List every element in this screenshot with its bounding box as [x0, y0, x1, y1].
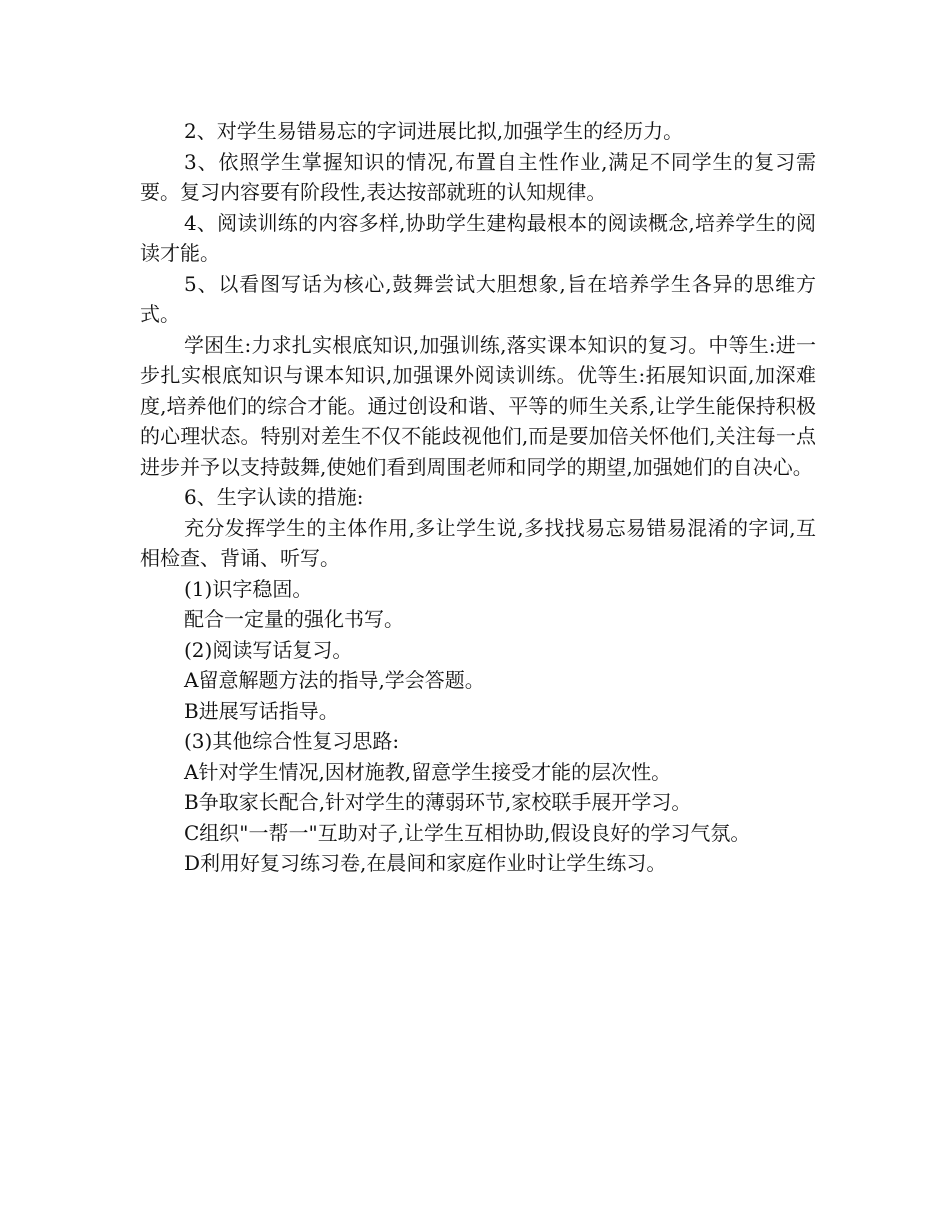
paragraph: (3)其他综合性复习思路:: [184, 729, 400, 753]
paragraph: 6、生字认读的措施:: [184, 485, 364, 509]
paragraph: 4、阅读训练的内容多样,协助学生建构最根本的阅读概念,培养学生的阅读才能。: [140, 210, 816, 265]
paragraph: 充分发挥学生的主体作用,多让学生说,多找找易忘易错易混淆的字词,互相检查、背诵、听写。: [140, 515, 816, 570]
paragraph: 2、对学生易错易忘的字词进展比拟,加强学生的经历力。: [184, 119, 684, 143]
paragraph: 5、以看图写话为核心,鼓舞尝试大胆想象,旨在培养学生各异的思维方式。: [140, 271, 816, 326]
paragraph: A留意解题方法的指导,学会答题。: [184, 668, 485, 692]
paragraph: 配合一定量的强化书写。: [184, 607, 404, 631]
paragraph: 3、依照学生掌握知识的情况,布置自主性作业,满足不同学生的复习需要。复习内容要有阶段性,表达按部就班的认知规律。: [140, 149, 816, 204]
paragraph: 学困生:力求扎实根底知识,加强训练,落实课本知识的复习。中等生:进一步扎实根底知识与课本知识,加强课外阅读训练。优等生:拓展知识面,加深难度,培养他们的综合才能。通过创设和谐、平等的师生关系,让学生能保持积极的心理状态。特别对差生不仅不能歧视他们,而是要加倍关怀他们,关注每一点进步并予以支持鼓舞,使她们看到周围老师和同学的期望,加强她们的自决心。: [140, 332, 816, 479]
paragraph: C组织"一帮一"互助对子,让学生互相协助,假设良好的学习气氛。: [184, 820, 751, 845]
document-page: [140, 116, 816, 879]
paragraph: B争取家长配合,针对学生的薄弱环节,家校联手展开学习。: [184, 790, 692, 814]
paragraph: B进展写话指导。: [184, 698, 339, 723]
paragraph: (1)识字稳固。: [184, 576, 313, 601]
paragraph: A针对学生情况,因材施教,留意学生接受才能的层次性。: [184, 759, 672, 784]
paragraph: D利用好复习练习卷,在晨间和家庭作业时让学生练习。: [184, 851, 667, 875]
paragraph: (2)阅读写话复习。: [184, 637, 353, 662]
